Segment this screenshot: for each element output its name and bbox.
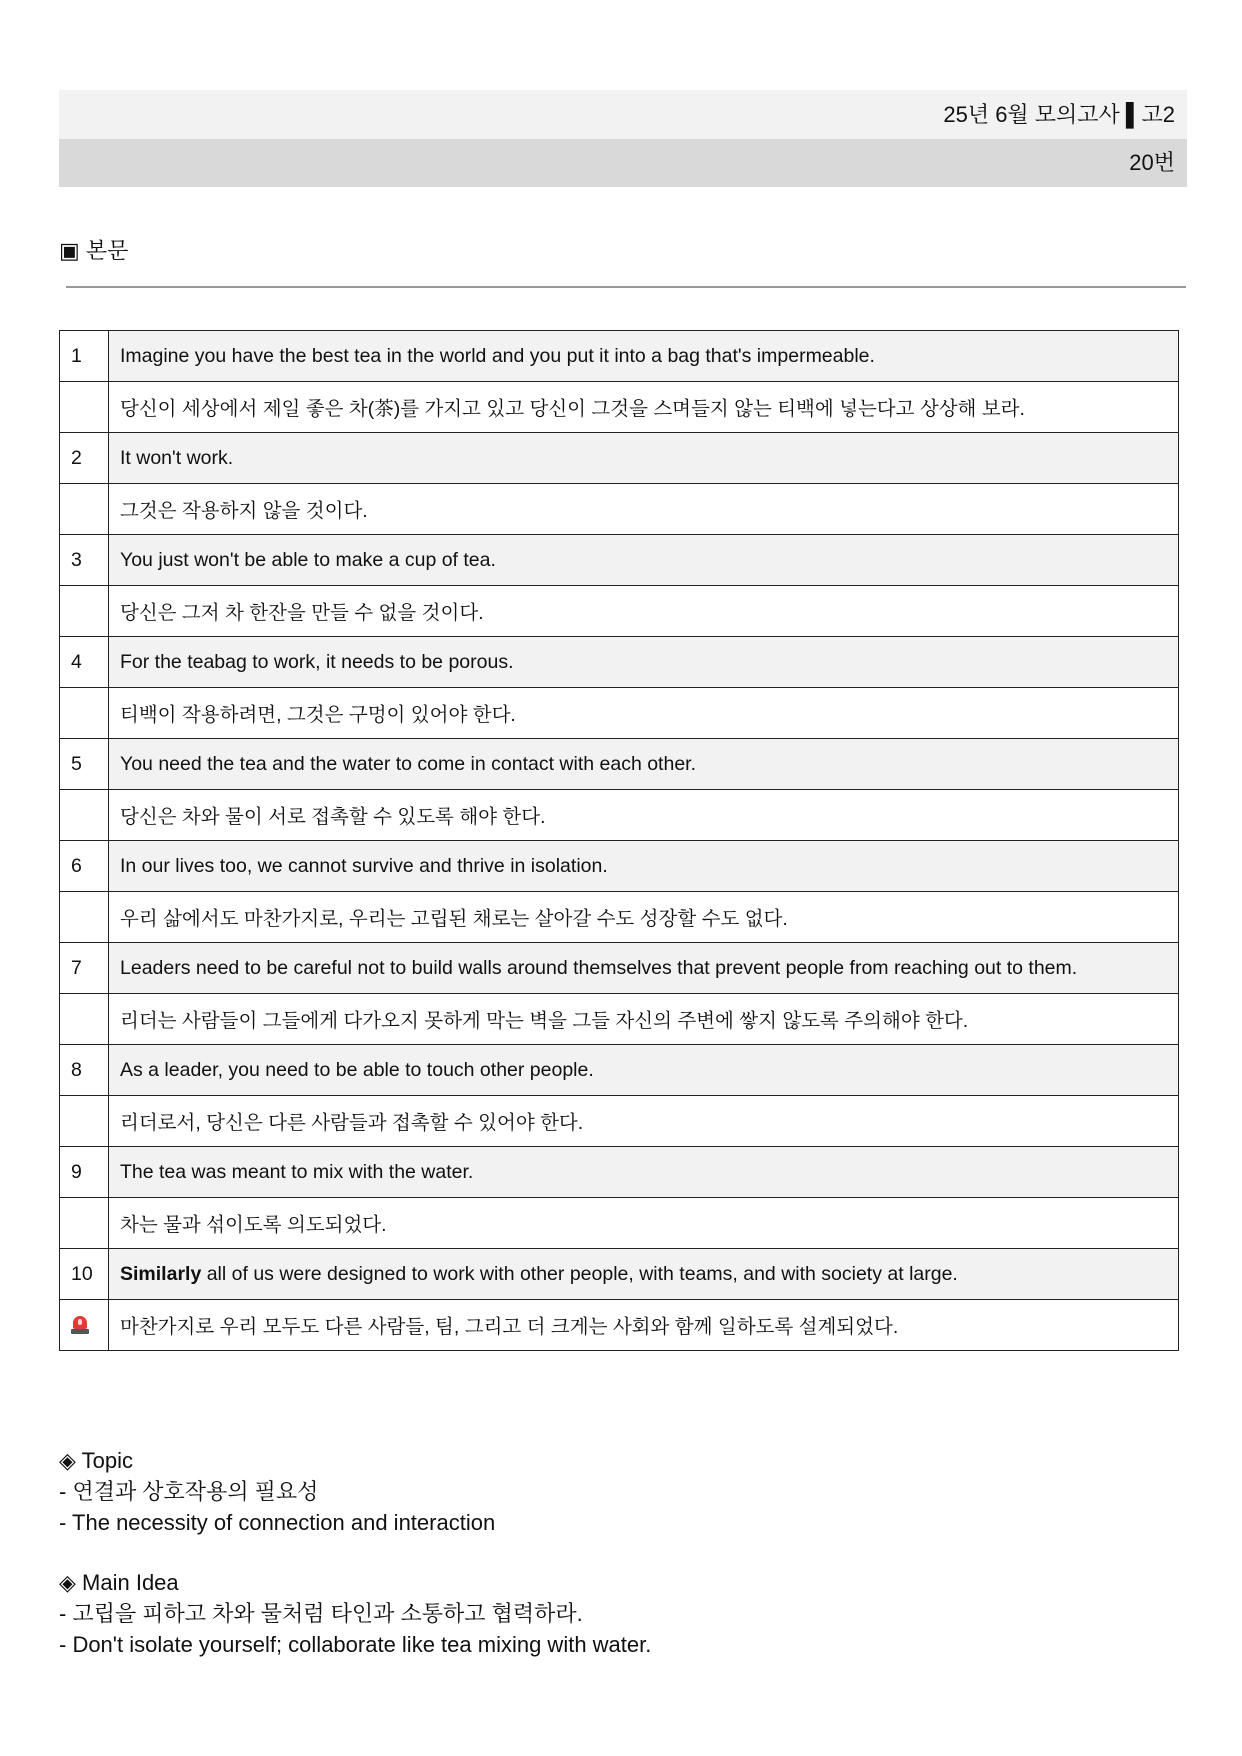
english-sentence: Leaders need to be careful not to build walls around themselves that prevent people from reaching out to them. (109, 943, 1179, 994)
topic-english: - The necessity of connection and interaction (59, 1510, 496, 1535)
topic-section (59, 1445, 495, 1538)
english-row (60, 1045, 1179, 1096)
korean-translation: 우리 삶에서도 마찬가지로, 우리는 고립된 채로는 살아갈 수도 성장할 수도 없다. (109, 892, 1179, 943)
korean-row (60, 1198, 1179, 1249)
korean-row (60, 586, 1179, 637)
korean-row (60, 1096, 1179, 1147)
sentence-number: 5 (60, 739, 109, 790)
sentence-number: 1 (60, 331, 109, 382)
korean-translation: 당신은 차와 물이 서로 접촉할 수 있도록 해야 한다. (109, 790, 1179, 841)
english-sentence: It won't work. (109, 433, 1179, 484)
english-sentence: As a leader, you need to be able to touch other people. (109, 1045, 1179, 1096)
english-sentence: Imagine you have the best tea in the world and you put it into a bag that's impermeable. (109, 331, 1179, 382)
exam-title: 25년 6월 모의고사 ▌고2 (59, 90, 1187, 139)
english-row (60, 535, 1179, 586)
number-cell-empty (60, 484, 109, 535)
english-sentence: You need the tea and the water to come in contact with each other. (109, 739, 1179, 790)
korean-translation: 리더로서, 당신은 다른 사람들과 접촉할 수 있어야 한다. (109, 1096, 1179, 1147)
keyword-bold: Similarly (120, 1262, 202, 1285)
korean-translation: 당신이 세상에서 제일 좋은 차(茶)를 가지고 있고 당신이 그것을 스며들지 않는 티백에 넣는다고 상상해 보라. (109, 382, 1179, 433)
korean-translation: 리더는 사람들이 그들에게 다가오지 못하게 막는 벽을 그들 자신의 주변에 쌓지 않도록 주의해야 한다. (109, 994, 1179, 1045)
topic-heading: ◈ Topic (59, 1448, 133, 1473)
number-cell-empty (60, 586, 109, 637)
sentence-number: 10 (60, 1249, 109, 1300)
english-row (60, 1147, 1179, 1198)
main-idea-english: - Don't isolate yourself; collaborate like tea mixing with water. (59, 1632, 652, 1657)
sentence-number: 3 (60, 535, 109, 586)
english-sentence: The tea was meant to mix with the water. (109, 1147, 1179, 1198)
number-cell-empty (60, 892, 109, 943)
english-row (60, 331, 1179, 382)
english-sentence: For the teabag to work, it needs to be porous. (109, 637, 1179, 688)
english-row (60, 943, 1179, 994)
main-idea-korean: - 고립을 피하고 차와 물처럼 타인과 소통하고 협력하라. (59, 1601, 583, 1626)
korean-translation: 차는 물과 섞이도록 의도되었다. (109, 1198, 1179, 1249)
sentence-number: 2 (60, 433, 109, 484)
korean-row (60, 1300, 1179, 1351)
korean-row (60, 892, 1179, 943)
sentence-number: 6 (60, 841, 109, 892)
icon-cell (60, 1300, 109, 1351)
english-row (60, 433, 1179, 484)
section-title: ▣ 본문 (59, 238, 129, 263)
english-sentence: You just won't be able to make a cup of tea. (109, 535, 1179, 586)
korean-row (60, 484, 1179, 535)
english-sentence (109, 1249, 1179, 1300)
english-row (60, 841, 1179, 892)
sentence-number: 4 (60, 637, 109, 688)
korean-translation: 그것은 작용하지 않을 것이다. (109, 484, 1179, 535)
sentence-number: 7 (60, 943, 109, 994)
number-cell-empty (60, 1198, 109, 1249)
english-row (60, 739, 1179, 790)
main-idea-section (59, 1567, 651, 1660)
korean-translation: 마찬가지로 우리 모두도 다른 사람들, 팀, 그리고 더 크게는 사회와 함께 일하도록 설계되었다. (109, 1300, 1179, 1351)
sentence-number: 9 (60, 1147, 109, 1198)
number-cell-empty (60, 790, 109, 841)
number-cell-empty (60, 1096, 109, 1147)
main-idea-heading: ◈ Main Idea (59, 1570, 179, 1595)
sentence-table (59, 330, 1179, 1351)
number-cell-empty (60, 382, 109, 433)
korean-row (60, 790, 1179, 841)
sentence-number: 8 (60, 1045, 109, 1096)
korean-translation: 당신은 그저 차 한잔을 만들 수 없을 것이다. (109, 586, 1179, 637)
english-row (60, 637, 1179, 688)
divider (66, 286, 1186, 288)
english-sentence-rest: all of us were designed to work with other people, with teams, and with society at large. (201, 1262, 958, 1285)
topic-korean: - 연결과 상호작용의 필요성 (59, 1479, 319, 1504)
english-sentence: In our lives too, we cannot survive and thrive in isolation. (109, 841, 1179, 892)
english-row (60, 1249, 1179, 1300)
siren-icon (71, 1315, 89, 1335)
korean-row (60, 688, 1179, 739)
number-cell-empty (60, 994, 109, 1045)
korean-row (60, 382, 1179, 433)
korean-row (60, 994, 1179, 1045)
question-number: 20번 (59, 139, 1187, 187)
number-cell-empty (60, 688, 109, 739)
korean-translation: 티백이 작용하려면, 그것은 구멍이 있어야 한다. (109, 688, 1179, 739)
